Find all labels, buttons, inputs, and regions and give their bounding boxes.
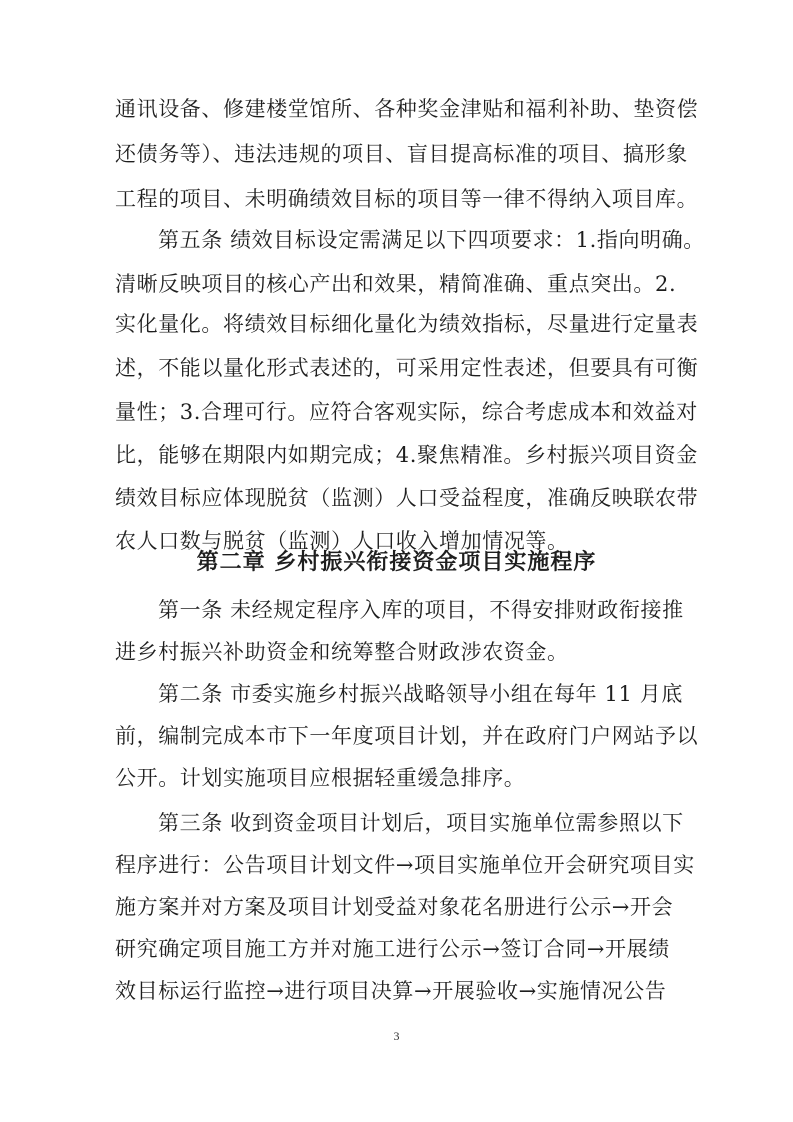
paragraph-line: 绩效目标应体现脱贫（监测）人口受益程度，准确反映联农带 — [115, 486, 699, 510]
paragraph-line: 述，不能以量化形式表述的，可采用定性表述，但要具有可衡 — [115, 356, 699, 380]
article-three-line: 第三条 收到资金项目计划后，项目实施单位需参照以下 — [158, 811, 684, 835]
paragraph-line: 比，能够在期限内如期完成；4.聚焦精准。乡村振兴项目资金 — [115, 443, 698, 467]
paragraph-line: 通讯设备、修建楼堂馆所、各种奖金津贴和福利补助、垫资偿 — [115, 97, 699, 121]
page-number: 3 — [393, 1029, 400, 1043]
paragraph-line: 实化量化。将绩效目标细化量化为绩效指标，尽量进行定量表 — [115, 312, 699, 336]
article-five-line: 第五条 绩效目标设定需满足以下四项要求：1.指向明确。 — [158, 228, 705, 252]
paragraph-line: 公开。计划实施项目应根据轻重缓急排序。 — [115, 766, 526, 790]
paragraph-line: 程序进行：公告项目计划文件→项目实施单位开会研究项目实 — [115, 853, 695, 877]
article-two-line: 第二条 市委实施乡村振兴战略领导小组在每年 11 月底 — [158, 682, 683, 706]
paragraph-line: 还债务等）、违法违规的项目、盲目提高标准的项目、搞形象 — [115, 142, 688, 166]
paragraph-line: 研究确定项目施工方并对施工进行公示→签订合同→开展绩 — [115, 937, 670, 961]
paragraph-line: 量性；3.合理可行。应符合客观实际，综合考虑成本和效益对 — [115, 400, 698, 424]
paragraph-line: 农人口数与脱贫（监测）人口收入增加情况等。 — [115, 529, 569, 553]
chapter-heading: 第二章 乡村振兴衔接资金项目实施程序 — [196, 550, 597, 575]
paragraph-line: 效目标运行监控→进行项目决算→开展验收→实施情况公告 — [115, 979, 667, 1003]
paragraph-line: 清晰反映项目的核心产出和效果，精简准确、重点突出。2. — [115, 272, 677, 296]
article-one-line: 第一条 未经规定程序入库的项目，不得安排财政衔接推 — [158, 598, 684, 622]
paragraph-line: 进乡村振兴补助资金和统筹整合财政涉农资金。 — [115, 640, 569, 664]
paragraph-line: 施方案并对方案及项目计划受益对象花名册进行公示→开会 — [115, 895, 674, 919]
paragraph-line: 前，编制完成本市下一年度项目计划，并在政府门户网站予以 — [115, 724, 699, 748]
paragraph-line: 工程的项目、未明确绩效目标的项目等一律不得纳入项目库。 — [115, 187, 699, 211]
